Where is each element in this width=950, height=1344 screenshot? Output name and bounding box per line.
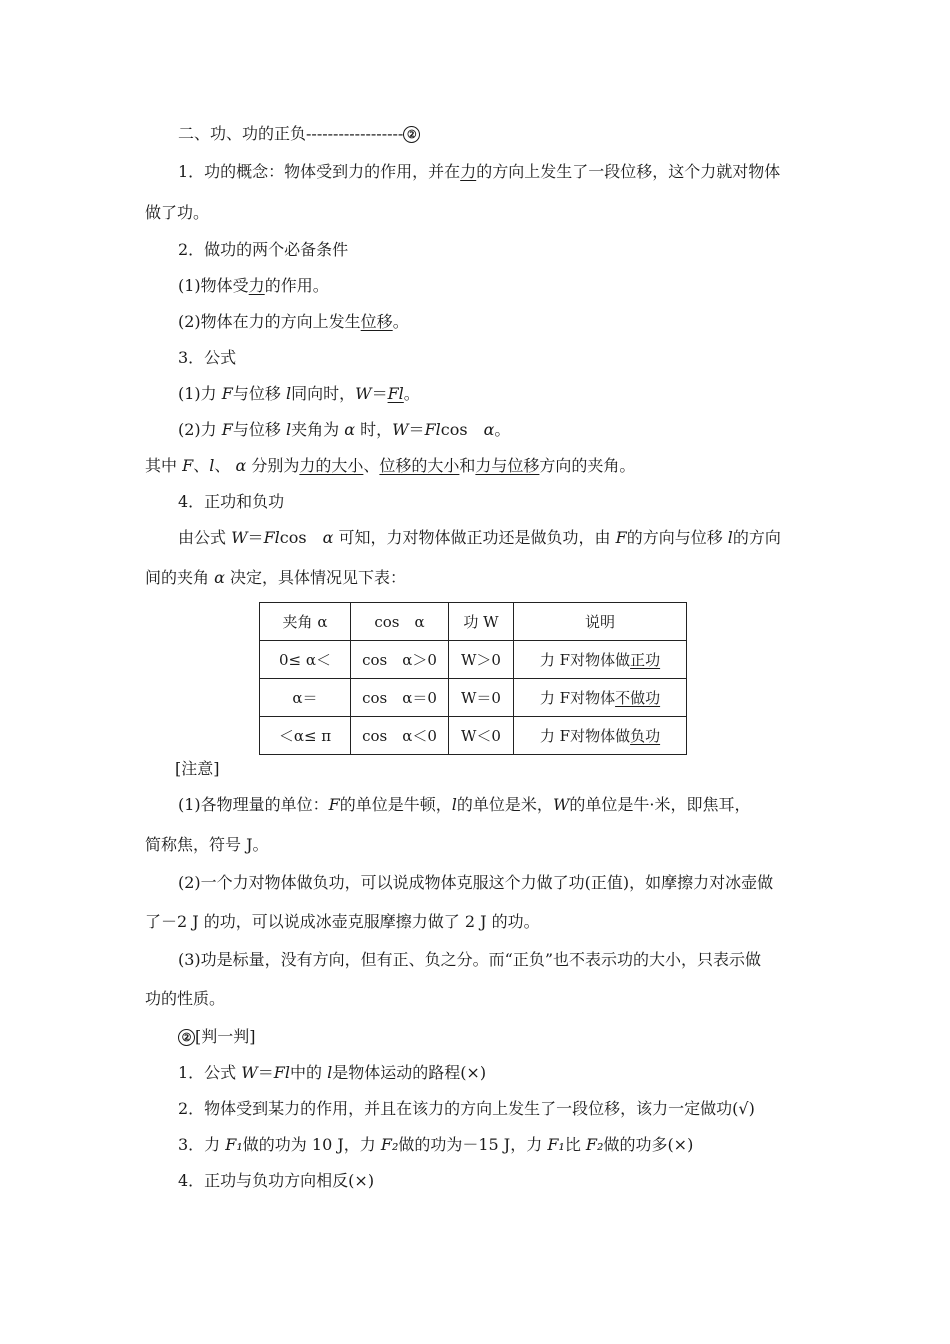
formula-2: (2)力 F与位移 l夹角为 α 时，W＝Flcos α。 [178,420,511,439]
work-sign-table [259,602,687,755]
section-heading: 二、功、功的正负------------------ ② [178,124,420,144]
note-3: (3)功是标量，没有方向，但有正、负之分。而“正负”也不表示功的大小，只表示做 [178,950,762,969]
paragraph-concept: 1．功的概念：物体受到力的作用，并在力的方向上发生了一段位移，这个力就对物体 [178,162,781,181]
paragraph-pos-neg-cont: 间的夹角 α 决定，具体情况见下表： [145,568,406,587]
paragraph-concept-cont: 做了功。 [145,203,210,222]
condition-1: (1)物体受力的作用。 [178,276,329,295]
note-1: (1)各物理量的单位：F的单位是牛顿，l的单位是米，W的单位是牛·米，即焦耳， [178,795,751,814]
judge-item-2: 2．物体受到某力的作用，并且在该力的方向上发生了一段位移，该力一定做功(√) [178,1099,755,1118]
judge-item-1: 1．公式 W＝Fl中的 l是物体运动的路程(×) [178,1063,487,1082]
note-2: (2)一个力对物体做负功，可以说成物体克服这个力做了功(正值)，如摩擦力对冰壶做 [178,873,774,892]
table-header-row: 夹角 α cos α 功 W 说明 [260,603,687,641]
formula-1: (1)力 F与位移 l同向时，W＝Fl。 [178,384,420,403]
note-1-cont: 简称焦，符号 J。 [145,835,269,854]
table-row: ＜α≤ π cos α＜0 W＜0 力 F对物体做负功 [260,717,687,755]
table-row: 0≤ α＜ cos α＞0 W＞0 力 F对物体做正功 [260,641,687,679]
note-3-cont: 功的性质。 [145,989,226,1008]
circled-2-marker: ② [403,126,420,143]
judge-item-4: 4．正功与负功方向相反(×) [178,1171,375,1190]
paragraph-pos-neg: 由公式 W＝Flcos α 可知，力对物体做正功还是做负功，由 F的方向与位移 l的方向 [178,528,781,547]
heading-formula: 3．公式 [178,348,237,367]
circled-2-marker: ② [178,1029,195,1046]
heading-conditions: 2．做功的两个必备条件 [178,240,349,259]
heading-pos-neg: 4．正功和负功 [178,492,285,511]
judge-item-3: 3．力 F₁做的功为 10 J，力 F₂做的功为－15 J，力 F₁比 F₂做的功多(×) [178,1135,694,1154]
note-heading: [注意] [175,759,220,778]
judge-heading: ② [判一判] [178,1027,256,1047]
condition-2: (2)物体在力的方向上发生位移。 [178,312,409,331]
table-row: α＝ cos α＝0 W＝0 力 F对物体不做功 [260,679,687,717]
formula-explanation: 其中 F、l、 α 分别为力的大小、位移的大小和力与位移方向的夹角。 [145,456,636,475]
note-2-cont: 了－2 J 的功，可以说成冰壶克服摩擦力做了 2 J 的功。 [145,912,540,931]
